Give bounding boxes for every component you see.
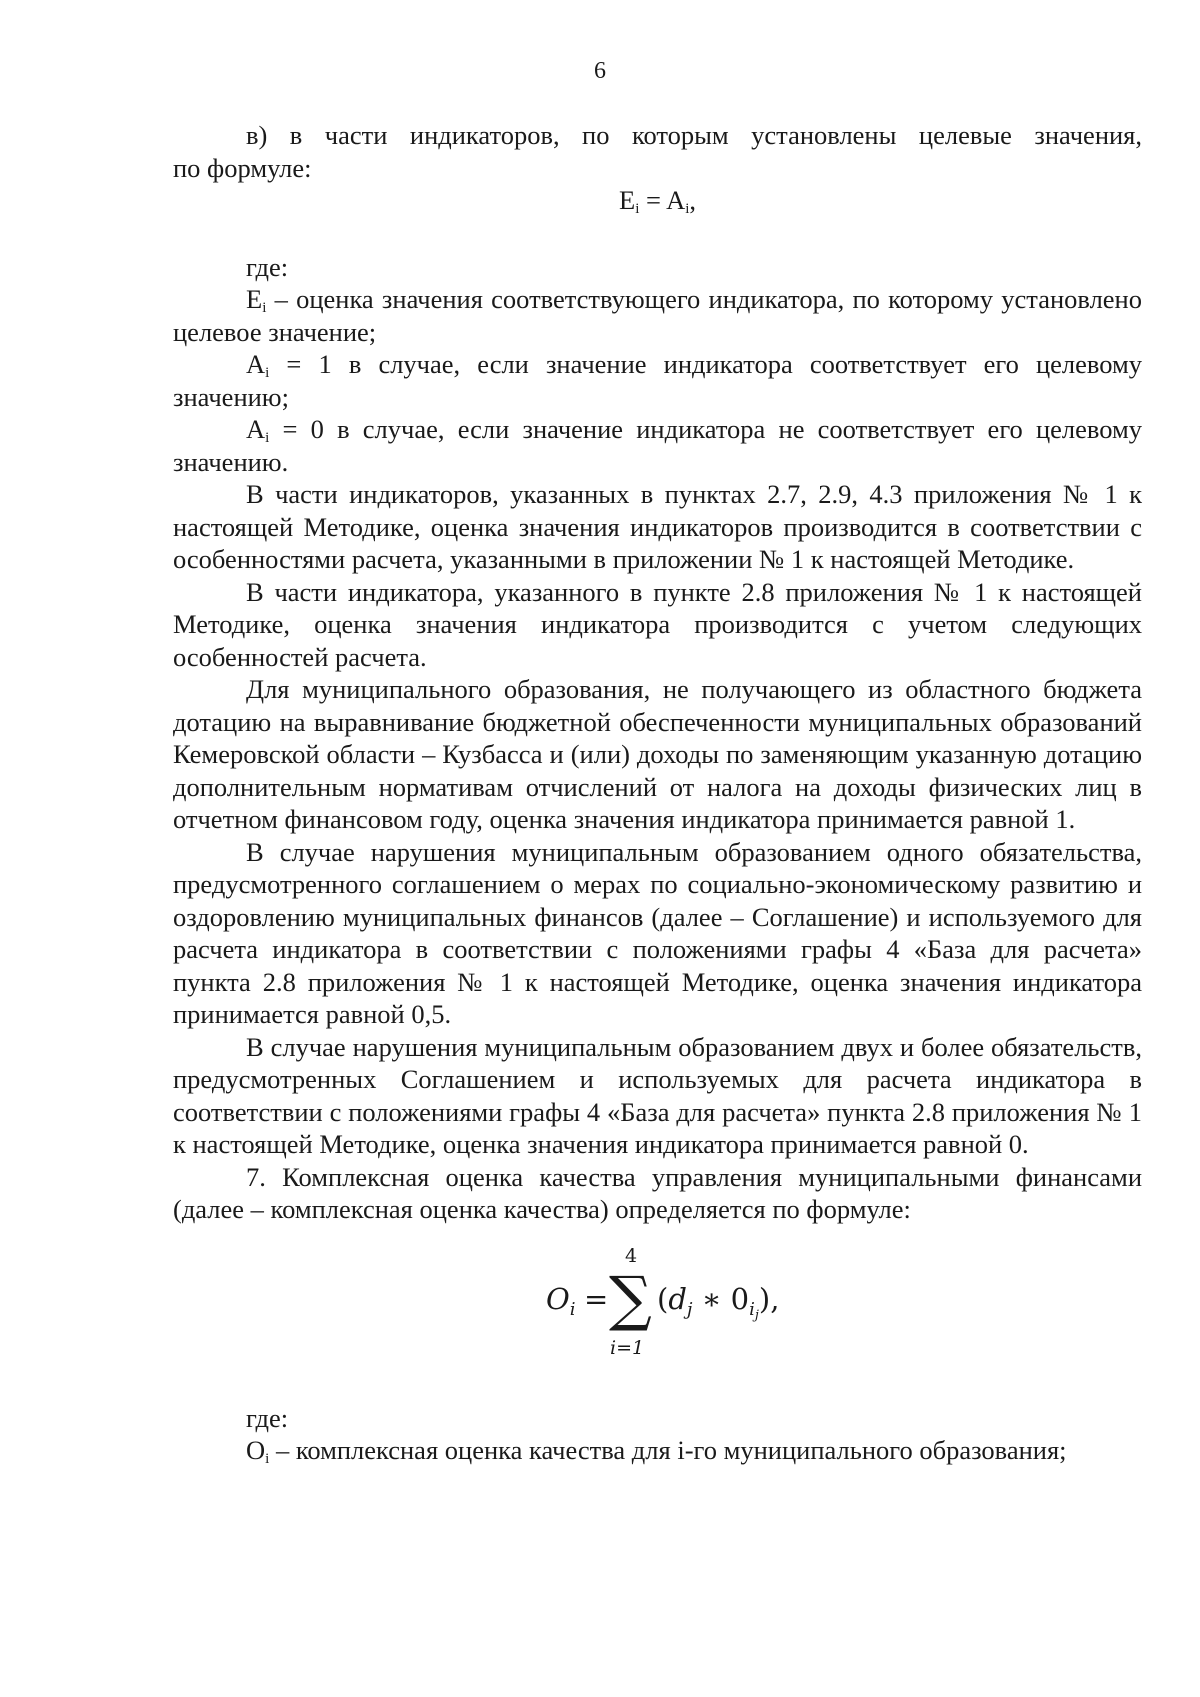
definition-a-zero-text: = 0 в случае, если значение индикатора не соответствует его целевому значению. [173,414,1142,477]
formula-complex-score [173,1244,1142,1362]
formula-o-subscript-i: i [749,1298,755,1320]
definition-e-text: – оценка значения соответствующего индикатора, по которому установлено целевое значение; [173,284,1142,347]
definition-o-text: – комплексная оценка качества для i-го муниципального образования; [269,1435,1067,1465]
where-label-2: где: [246,1402,289,1433]
formula-e-symbol: E [619,185,636,215]
formula-o-subscript-j: j [754,1307,759,1323]
formula-close-paren: ), [758,1281,780,1316]
definition-o [173,1434,1142,1467]
paragraph-item-7: 7. Комплексная оценка качества управления муниципальными финансами (далее – комплексная оценка качества) определяется по формуле: [173,1161,1142,1224]
paragraph-violation-one: В случае нарушения муниципальным образованием одного обязательства, предусмотренного соглашением о мерах по социально-экономическому развитию и оздоровлению муниципальных финансов (далее – Соглашение) и используемого для расчета индикатора в соответствии с положениями графы 4 «База для расчета» пункта 2.8 приложения № 1 к настоящей Методике, оценка значения индикатора принимается равной 0,5. [173,836,1142,1029]
formula-equals: = [639,185,667,215]
document-body [173,119,1142,1467]
formula-lhs [546,1283,576,1327]
paragraph-indicator-2-8: В части индикатора, указанного в пункте 2.8 приложения № 1 к настоящей Методике, оценка значения индикатора производится с учетом следующих особенностей расчета. [173,576,1142,672]
formula-o-symbol: 0 [730,1281,750,1316]
definition-a-one [173,348,1142,413]
paragraph-violation-two: В случае нарушения муниципальным образованием двух и более обязательств, предусмотренных Соглашением и используемых для расчета индикатора в соответствии с положениями графы 4 «База для расчета» пункта 2.8 приложения № 1 к настоящей Методике, оценка значения индикатора принимается равной 0. [173,1031,1142,1159]
definition-e-symbol: E [246,284,263,314]
formula-a-symbol: A [666,185,686,215]
definition-a-one-text: = 1 в случае, если значение индикатора соответствует его целевому значению; [173,349,1142,412]
paragraph-indicators-2-7: В части индикаторов, указанных в пунктах 2.7, 2.9, 4.3 приложения № 1 к настоящей Методике, оценка значения индикаторов производится в соответствии с особенностями расчета, указанными в приложении № 1 к настоящей Методике. [173,479,1142,574]
formula-sum-body [657,1283,779,1333]
formula-e-subscript: i [635,201,640,217]
formula-sum-lower-limit: i=1 [610,1336,645,1359]
paragraph-item-v-line2: по формуле: [173,152,312,183]
definition-a-zero [173,413,1142,478]
formula-lhs-subscript: i [569,1298,576,1320]
paragraph-municipal-subsidy: Для муниципального образования, не получающего из областного бюджета дотацию на выравнивание бюджетной обеспеченности муниципальных образований Кемеровской области – Кузбасса и (или) доходы по заменяющим указанную дотацию дополнительным нормативам отчислений от налога на доходы физических лиц в отчетном финансовом году, оценка значения индикатора принимается равной 1. [173,674,1142,834]
formula-times: ∗ [692,1281,731,1316]
definition-o-symbol: O [246,1435,266,1465]
formula-d-symbol: d [668,1281,687,1316]
formula-equals-sign: = [584,1281,609,1316]
formula-lhs-symbol: O [546,1281,570,1316]
formula-o-subscript [749,1298,759,1323]
spacer [173,217,1142,251]
definition-a-one-subscript: i [265,365,270,381]
definition-a-zero-subscript: i [265,430,270,446]
paragraph-item-v-line1: в) в части индикаторов, по которым установлены целевые значения, [246,120,1142,150]
definition-e-subscript: i [262,300,267,316]
page-number: 6 [594,58,606,84]
formula-sum-sign: ∑ [609,1263,652,1334]
definition-a-zero-symbol: A [246,414,266,444]
formula-d-subscript: j [686,1298,693,1320]
where-label: где: [246,251,289,282]
definition-e [173,283,1142,348]
formula-comma: , [689,185,697,215]
formula-sum-upper-limit: 4 [625,1244,638,1267]
definition-a-one-symbol: A [246,349,266,379]
formula-e-equals-a [173,184,1142,217]
formula-open-paren: ( [657,1281,669,1316]
formula-a-subscript: i [685,201,690,217]
definition-o-subscript: i [265,1451,270,1467]
